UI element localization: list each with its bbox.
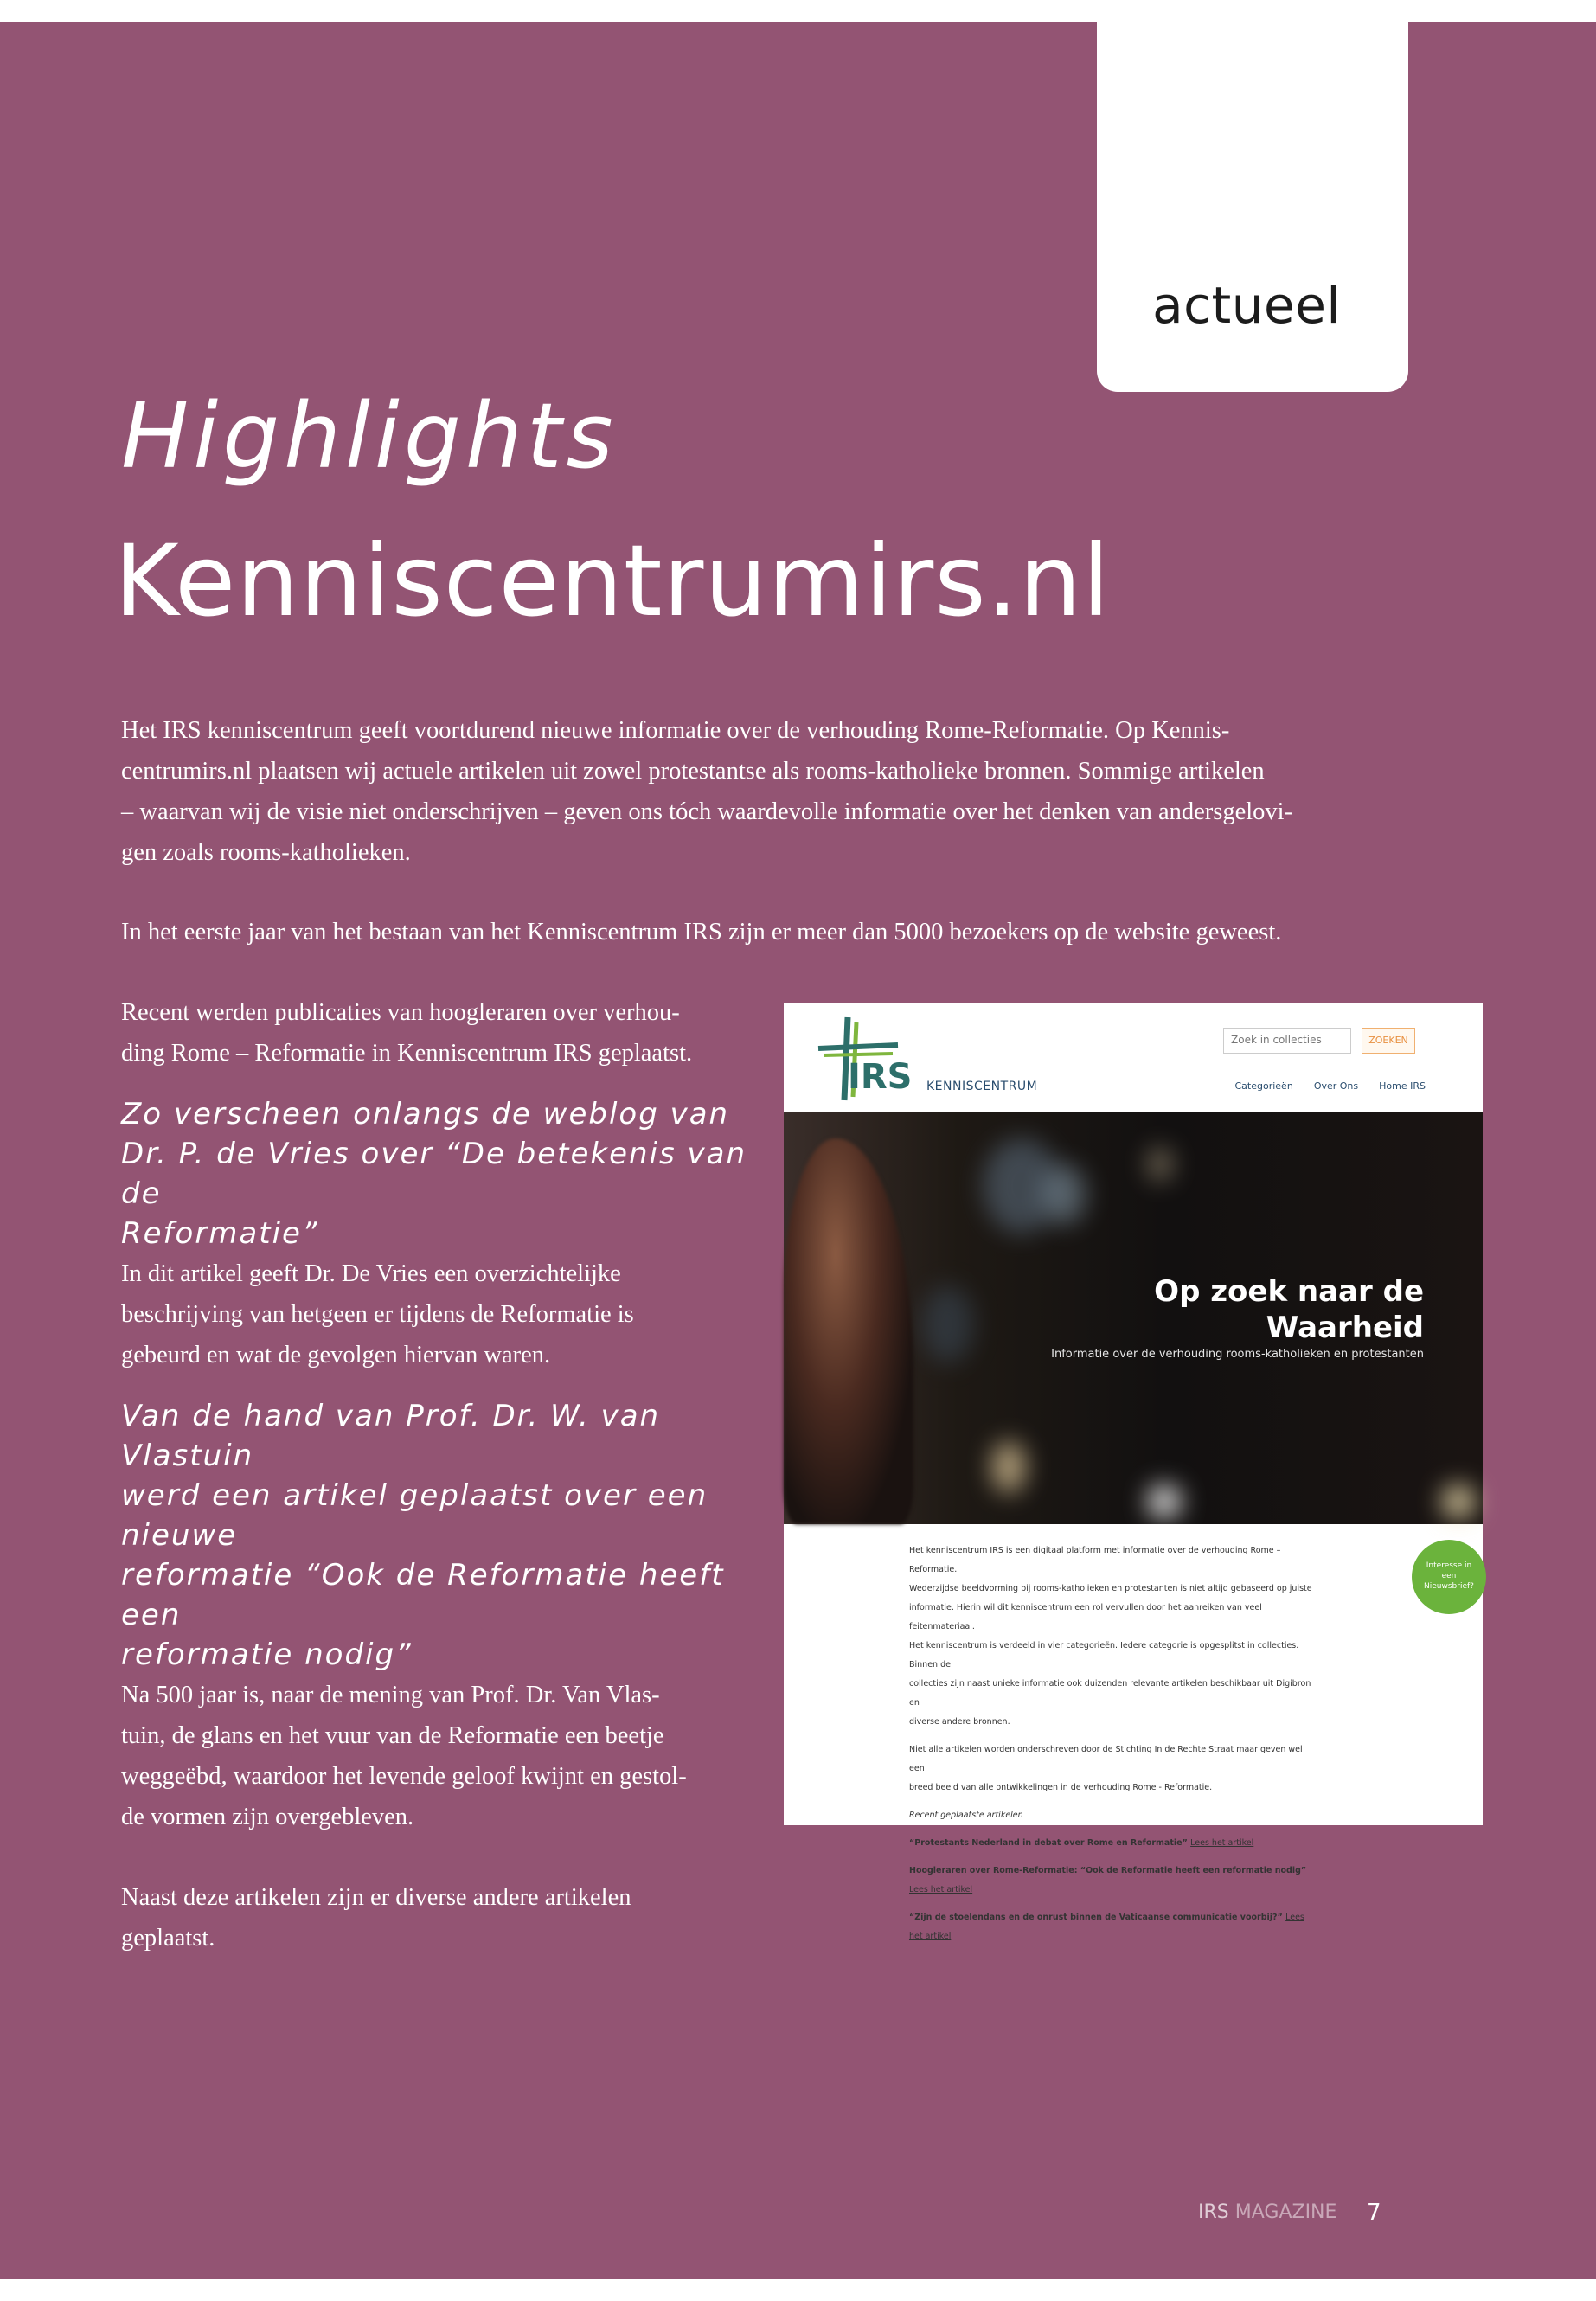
body-line: informatie. Hierin wil dit kenniscentrum een rol vervullen door het aanreiken van veel feitenmateriaal. (909, 1603, 1262, 1631)
newsletter-badge (1412, 1540, 1486, 1614)
footer-brand: IRS (1198, 2202, 1229, 2223)
article-link-row (909, 1834, 1316, 1853)
heading-line: Reformatie” (121, 1216, 319, 1251)
text-line: tuin, de glans en het vuur van de Reformatie een beetje (121, 1722, 664, 1749)
nav-item-about: Over Ons (1313, 1080, 1359, 1092)
read-article-link: Lees het artikel (909, 1913, 1304, 1941)
kenniscentrum-label: KENNISCENTRUM (926, 1080, 1038, 1093)
page-title-highlights: Highlights (121, 383, 618, 489)
page-number: 7 (1367, 2200, 1381, 2226)
text-line: ding Rome – Reformatie in Kenniscentrum IRS geplaatst. (121, 1040, 693, 1067)
text-line: geplaatst. (121, 1925, 215, 1952)
intro-line: gen zoals rooms-katholieken. (121, 839, 411, 866)
section-tab (1097, 22, 1408, 392)
closing-paragraph (121, 1877, 753, 1958)
weblog-heading (121, 1094, 753, 1253)
website-body-text (909, 1541, 1316, 1946)
heading-line: Zo verscheen onlangs de weblog van (121, 1097, 730, 1131)
nav-item-home: Home IRS (1379, 1080, 1426, 1092)
text-line: Na 500 jaar is, naar de mening van Prof. Dr. Van Vlas- (121, 1682, 660, 1708)
intro-line: Het IRS kenniscentrum geeft voortdurend nieuwe informatie over de verhouding Rome-Reformatie. Op Kennis- (121, 717, 1230, 744)
heading-line: reformatie “Ook de Reformatie heeft een (121, 1558, 725, 1632)
badge-line: een (1441, 1572, 1457, 1580)
visitors-paragraph: In het eerste jaar van het bestaan van het Kenniscentrum IRS zijn er meer dan 5000 bezoekers op de website geweest. (121, 919, 1282, 945)
search-button: ZOEKEN (1362, 1028, 1415, 1054)
page-title-site: Kenniscentrumirs.nl (114, 523, 1111, 638)
body-line: collecties zijn naast unieke informatie ook duizenden relevante artikelen beschikbaar uit Digibron en (909, 1679, 1311, 1708)
read-article-link: Lees het artikel (909, 1885, 973, 1894)
article-link-title: Hoogleraren over Rome-Reformatie: “Ook de Reformatie heeft een reformatie nodig” (909, 1866, 1307, 1875)
website-header (784, 1003, 1483, 1112)
article-link-title: “Zijn de stoelendans en de onrust binnen de Vaticaanse communicatie voorbij?” (909, 1913, 1286, 1922)
badge-line: Interesse in (1426, 1561, 1472, 1570)
hero-title (1154, 1273, 1424, 1346)
irs-logo-text: IRS (848, 1057, 913, 1097)
heading-line: Dr. P. de Vries over “De betekenis van de (121, 1137, 747, 1211)
badge-line: Nieuwsbrief? (1424, 1582, 1474, 1591)
text-line: beschrijving van hetgeen er tijdens de Reformatie is (121, 1301, 634, 1328)
intro-line: centrumirs.nl plaatsen wij actuele artikelen uit zowel protestantse als rooms-katholieke bronnen. Sommige artikelen (121, 758, 1265, 785)
website-screenshot (784, 1003, 1483, 1941)
text-line: Recent werden publicaties van hoogleraren over verhou- (121, 999, 680, 1026)
magazine-footer (1198, 2202, 1336, 2223)
weblog-paragraph (121, 1253, 753, 1375)
heading-line: werd een artikel geplaatst over een nieuwe (121, 1478, 708, 1553)
text-line: de vormen zijn overgebleven. (121, 1804, 414, 1830)
hero-title-line: Op zoek naar de (1154, 1274, 1424, 1309)
article-link-row (909, 1862, 1316, 1900)
search-input: Zoek in collecties (1223, 1028, 1351, 1054)
text-line: Naast deze artikelen zijn er diverse andere artikelen (121, 1884, 631, 1911)
article-heading (121, 1396, 753, 1675)
magazine-page (0, 22, 1596, 2279)
section-tab-label: actueel (1152, 276, 1341, 335)
left-column (121, 992, 753, 1958)
body-line: Wederzijdse beeldvorming bij rooms-katholieken en protestanten is niet altijd gebaseerd op juiste (909, 1584, 1312, 1593)
heading-line: Van de hand van Prof. Dr. W. van Vlastuin (121, 1399, 661, 1473)
read-article-link: Lees het artikel (1190, 1838, 1254, 1848)
body-line: Niet alle artikelen worden onderschreven door de Stichting In de Rechte Straat maar geven wel een (909, 1745, 1303, 1773)
text-line: In dit artikel geeft Dr. De Vries een overzichtelijke (121, 1260, 621, 1287)
hero-subtitle: Informatie over de verhouding rooms-katholieken en protestanten (1051, 1348, 1424, 1361)
recent-paragraph (121, 992, 753, 1074)
website-nav (1235, 1080, 1426, 1092)
heading-line: reformatie nodig” (121, 1638, 413, 1672)
text-line: weggeëbd, waardoor het levende geloof kwijnt en gestol- (121, 1763, 687, 1790)
praying-woman-photo (784, 1138, 913, 1524)
article-link-row (909, 1908, 1316, 1946)
footer-magazine: MAGAZINE (1234, 2202, 1337, 2223)
intro-paragraph (121, 710, 1393, 873)
nav-item-categories: Categorieën (1234, 1080, 1293, 1092)
recent-articles-label: Recent geplaatste artikelen (909, 1811, 1023, 1820)
text-line: gebeurd en wat de gevolgen hiervan waren. (121, 1342, 551, 1368)
intro-line: – waarvan wij de visie niet onderschrijven – geven ons tóch waardevolle informatie over het denken van andersgelovi- (121, 798, 1293, 825)
hero-title-line: Waarheid (1266, 1311, 1424, 1345)
body-line: Het kenniscentrum IRS is een digitaal platform met informatie over de verhouding Rome – Reformatie. (909, 1546, 1281, 1574)
article-link-title: “Protestants Nederland in debat over Rome en Reformatie” (909, 1838, 1191, 1848)
article-paragraph (121, 1675, 753, 1837)
body-line: breed beeld van alle ontwikkelingen in de verhouding Rome - Reformatie. (909, 1783, 1213, 1792)
body-line: Het kenniscentrum is verdeeld in vier categorieën. Iedere categorie is opgesplitst in collecties. Binnen de (909, 1641, 1299, 1670)
body-line: diverse andere bronnen. (909, 1717, 1010, 1727)
hero-banner (784, 1112, 1483, 1524)
